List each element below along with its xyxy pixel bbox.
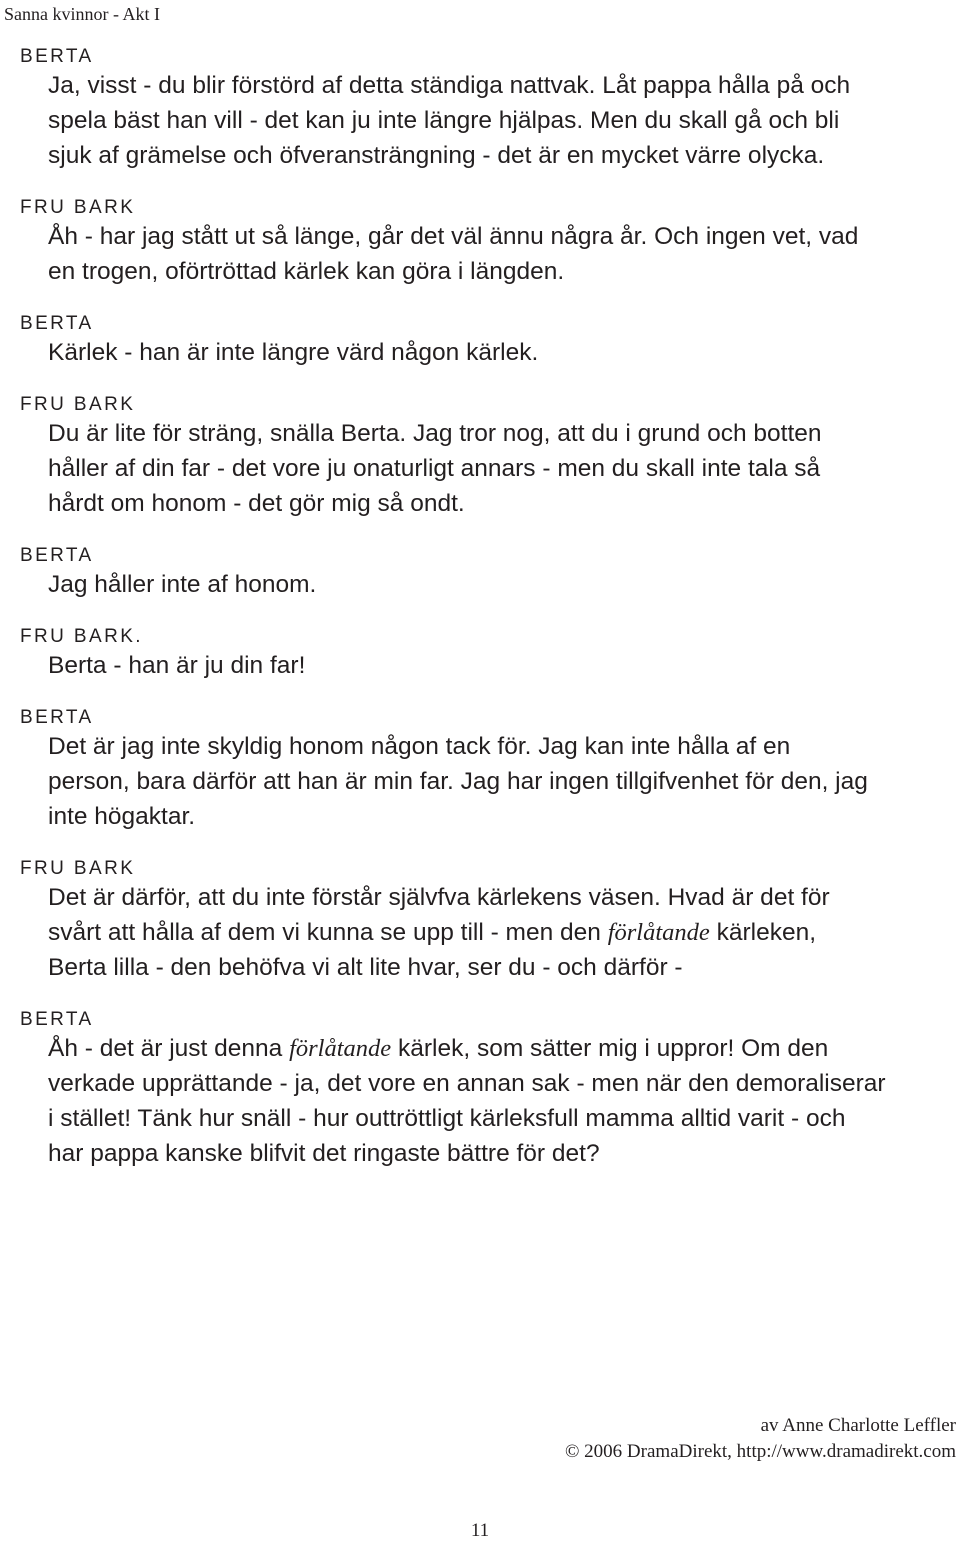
speaker-name: FRU BARK. xyxy=(20,626,143,647)
speaker-name: FRU BARK xyxy=(20,858,136,879)
speech-block xyxy=(20,313,940,370)
dialogue-line: verkade upprättande - ja, det vore en annan sak - men när den demoraliserar xyxy=(48,1070,886,1097)
speech-block xyxy=(20,394,940,521)
dialogue-line: Åh - har jag stått ut så länge, går det väl ännu några år. Och ingen vet, vad xyxy=(48,223,859,250)
dialogue-line: Ja, visst - du blir förstörd af detta ständiga nattvak. Låt pappa hålla på och xyxy=(48,72,851,99)
copyright-notice: © 2006 DramaDirekt, http://www.dramadirekt.com xyxy=(565,1441,956,1462)
speaker-name: BERTA xyxy=(20,46,94,67)
dialogue-line: Berta lilla - den behöfva vi alt lite hvar, ser du - och därför - xyxy=(48,954,683,981)
speaker-name: BERTA xyxy=(20,1009,94,1030)
dialogue-line: person, bara därför att han är min far. Jag har ingen tillgifvenhet för den, jag xyxy=(48,768,868,795)
dialogue-line: Kärlek - han är inte längre värd någon kärlek. xyxy=(48,339,539,366)
dialogue-line: håller af din far - det vore ju onaturligt annars - men du skall inte tala så xyxy=(48,455,821,482)
speech-block xyxy=(20,1009,940,1171)
dialogue-line: Det är därför, att du inte förstår självfva kärlekens väsen. Hvad är det för xyxy=(48,884,830,911)
dialogue-line: Åh - det är just denna förlåtande kärlek, som sätter mig i uppror! Om den xyxy=(48,1035,829,1062)
author-credit: av Anne Charlotte Leffler xyxy=(760,1415,956,1436)
speaker-name: BERTA xyxy=(20,707,94,728)
dialogue-line: inte högaktar. xyxy=(48,803,196,830)
speech-block xyxy=(20,707,940,834)
speech-block xyxy=(20,626,940,683)
emphasized-word: förlåtande xyxy=(289,1035,392,1062)
dialogue-line: Du är lite för sträng, snälla Berta. Jag tror nog, att du i grund och botten xyxy=(48,420,822,447)
dialogue-line: sjuk af grämelse och öfveransträngning - det är en mycket värre olycka. xyxy=(48,142,825,169)
emphasized-word: förlåtande xyxy=(607,919,710,946)
dialogue-line: en trogen, oförtröttad kärlek kan göra i längden. xyxy=(48,258,565,285)
speech-block xyxy=(20,197,940,289)
speech-block xyxy=(20,46,940,173)
speech-block xyxy=(20,858,940,985)
speech-block xyxy=(20,545,940,602)
dialogue-line: hårdt om honom - det gör mig så ondt. xyxy=(48,490,465,517)
dialogue-line: svårt att hålla af dem vi kunna se upp till - men den förlåtande kärleken, xyxy=(48,919,817,946)
dialogue-line: spela bäst han vill - det kan ju inte längre hjälpas. Men du skall gå och bli xyxy=(48,107,840,134)
dialogue-line: Berta - han är ju din far! xyxy=(48,652,306,679)
page-number: 11 xyxy=(470,1520,490,1541)
dialogue-body xyxy=(20,46,940,1195)
document-header-title: Sanna kvinnor - Akt I xyxy=(4,4,160,24)
dialogue-line: Jag håller inte af honom. xyxy=(48,571,317,598)
speaker-name: BERTA xyxy=(20,545,94,566)
dialogue-line: Det är jag inte skyldig honom någon tack för. Jag kan inte hålla af en xyxy=(48,733,791,760)
dialogue-line: i stället! Tänk hur snäll - hur outtröttligt kärleksfull mamma alltid varit - och xyxy=(48,1105,846,1132)
speaker-name: BERTA xyxy=(20,313,94,334)
speaker-name: FRU BARK xyxy=(20,394,136,415)
speaker-name: FRU BARK xyxy=(20,197,136,218)
dialogue-line: har pappa kanske blifvit det ringaste bättre för det? xyxy=(48,1140,600,1167)
credit-block xyxy=(565,1413,956,1465)
